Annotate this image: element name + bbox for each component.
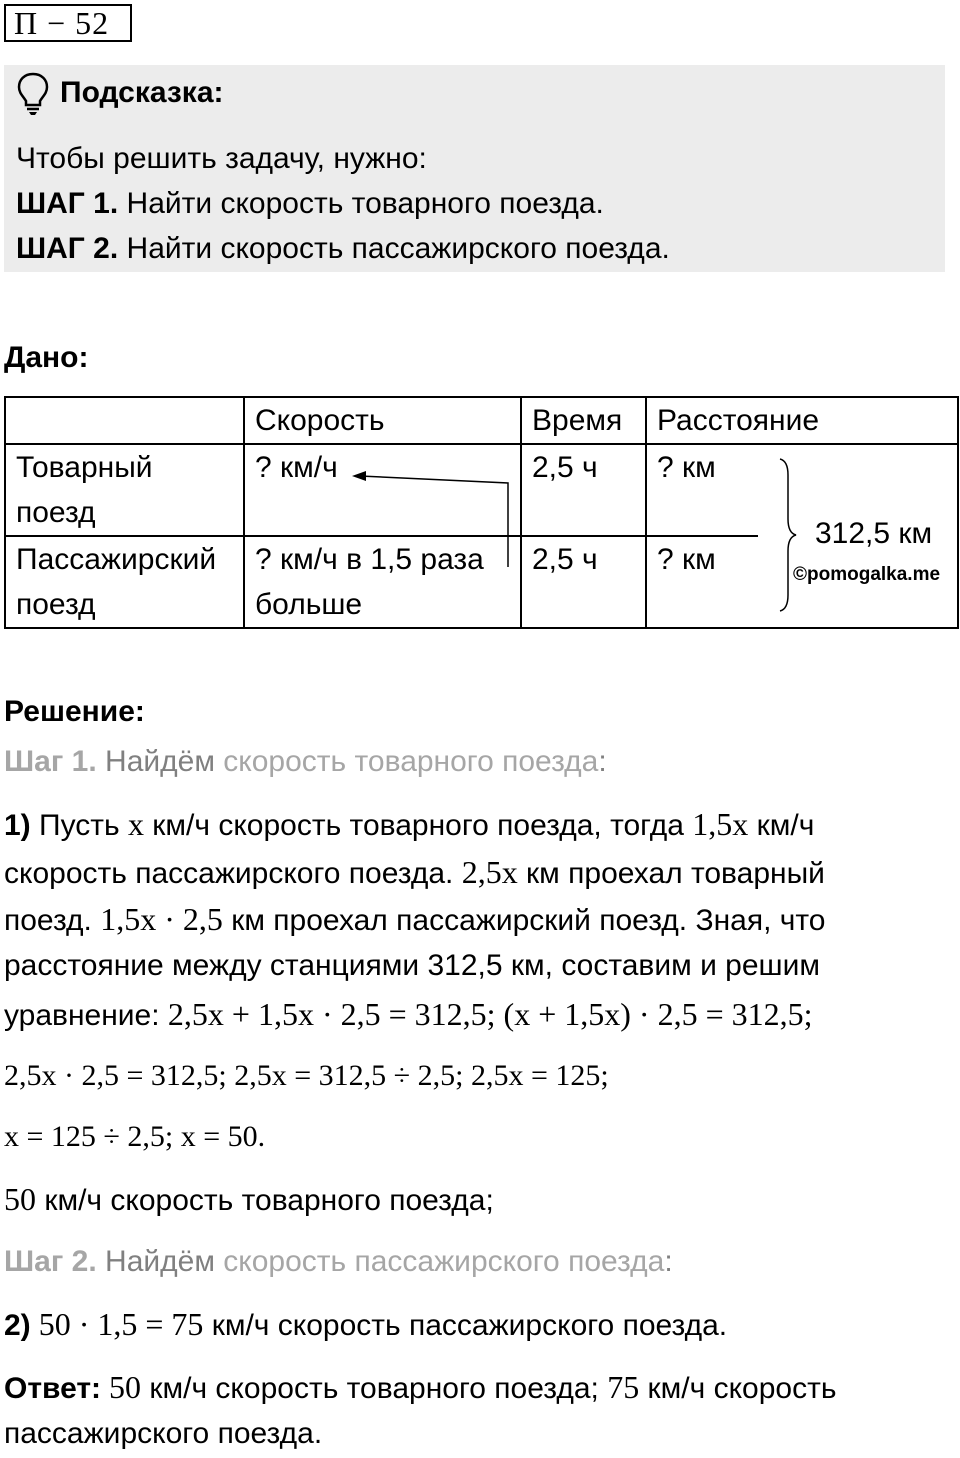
header-cell-time: Время [521, 397, 646, 444]
problem-id: П − 52 [14, 5, 110, 41]
row-passenger-name [5, 536, 244, 628]
item-1-line-5 [4, 990, 813, 1040]
hint-step-1 [16, 181, 604, 227]
item-1-number: 1) [4, 809, 31, 842]
solution-label: Решение: [4, 695, 145, 728]
row-passenger-speed [244, 536, 521, 628]
row-freight-name [5, 444, 244, 536]
problem-id-box [4, 4, 132, 42]
result-1-text: км/ч скорость товарного поезда; [36, 1184, 494, 1217]
step-1-verb: Найдём [96, 745, 224, 778]
step-2-colon: : [664, 1245, 673, 1278]
step-1-heading [4, 738, 607, 786]
item-2 [4, 1300, 727, 1350]
header-cell-empty [5, 397, 244, 444]
step-2-label: Шаг 2. [4, 1245, 97, 1278]
step-1-label: Шаг 1. [4, 745, 97, 778]
row-passenger-name-line2: поезд [16, 588, 96, 621]
equation-line-1: 2,5x · 2,5 = 312,5; 2,5x = 312,5 ÷ 2,5; 2,5x = 125; [4, 1059, 609, 1092]
row-freight-time: 2,5 ч [521, 444, 646, 536]
step-2-heading [4, 1238, 673, 1286]
row-passenger-distance: ? км [646, 536, 758, 628]
item-1-line-2 [4, 848, 825, 898]
row-freight-distance: ? км [646, 444, 758, 536]
hint-step-1-label: ШАГ 1. [16, 187, 119, 220]
row-freight-name-line2: поезд [16, 496, 96, 529]
row-passenger-name-line1: Пассажирский [16, 543, 217, 576]
text-run: уравнение: [4, 999, 168, 1032]
given-table [4, 396, 959, 629]
text-run: скорость пассажирского поезда. [4, 857, 462, 890]
table-header-row [5, 397, 958, 444]
text-run: поезд. [4, 904, 101, 937]
answer-line-2: пассажирского поезда. [4, 1417, 323, 1450]
text-run: км проехал пассажирский поезд. Зная, что [222, 904, 826, 937]
math-run: 2,5x [461, 854, 518, 890]
item-1-line-3 [4, 895, 825, 945]
lightbulb-icon [16, 72, 50, 116]
math-run: 1,5x [692, 806, 749, 842]
row-passenger-speed-line1: ? км/ч в 1,5 раза [255, 543, 484, 576]
watermark: ©pomogalka.me [793, 564, 941, 585]
total-distance: 312,5 км [815, 517, 933, 550]
row-freight-speed-line1: ? км/ч [255, 451, 338, 484]
hint-step-1-text: Найти скорость товарного поезда. [118, 187, 604, 220]
header-cell-distance: Расстояние [646, 397, 958, 444]
answer-label: Ответ: [4, 1372, 102, 1405]
answer-value-2: 75 [607, 1369, 640, 1405]
math-run: 2,5x + 1,5x · 2,5 = 312,5; (x + 1,5x) · 2,5 = 312,5; [167, 996, 813, 1032]
answer-value-1: 50 [101, 1369, 142, 1405]
hint-title: Подсказка: [60, 76, 224, 109]
text-run: км/ч [748, 809, 815, 842]
step-2-target: скорость пассажирского поезда [223, 1245, 665, 1278]
text-run: расстояние между станциями 312,5 км, составим и решим [4, 949, 820, 982]
hint-step-2-label: ШАГ 2. [16, 232, 119, 265]
row-passenger-time: 2,5 ч [521, 536, 646, 628]
hint-step-2-text: Найти скорость пассажирского поезда. [118, 232, 670, 265]
text-run: км/ч скорость товарного поезда, тогда [143, 809, 693, 842]
answer-text-2: км/ч скорость [639, 1372, 837, 1405]
given-label: Дано: [4, 341, 89, 374]
hint-intro: Чтобы решить задачу, нужно: [16, 142, 427, 175]
row-passenger-speed-line2: больше [255, 588, 363, 621]
item-1-line-1 [4, 800, 814, 850]
step-2-verb: Найдём [96, 1245, 224, 1278]
curly-brace-icon [770, 455, 810, 615]
result-1 [4, 1175, 494, 1225]
text-run: км проехал товарный [517, 857, 825, 890]
row-freight-name-line1: Товарный [16, 451, 153, 484]
item-2-text: км/ч скорость пассажирского поезда. [203, 1309, 728, 1342]
item-2-expression: 50 · 1,5 = 75 [30, 1306, 204, 1342]
step-1-target: скорость товарного поезда [223, 745, 599, 778]
text-run: Пусть [30, 809, 128, 842]
hint-step-2 [16, 226, 670, 272]
answer-line-1 [4, 1363, 836, 1413]
math-run: 1,5x · 2,5 [100, 901, 223, 937]
item-1-line-4 [4, 942, 820, 990]
item-2-number: 2) [4, 1309, 31, 1342]
row-freight-speed [244, 444, 521, 536]
answer-text-1: км/ч скорость товарного поезда; [141, 1372, 608, 1405]
step-1-colon: : [598, 745, 607, 778]
result-1-value: 50 [4, 1181, 36, 1217]
equation-line-2: x = 125 ÷ 2,5; x = 50. [4, 1120, 266, 1153]
math-run: x [127, 806, 144, 842]
header-cell-speed: Скорость [244, 397, 521, 444]
